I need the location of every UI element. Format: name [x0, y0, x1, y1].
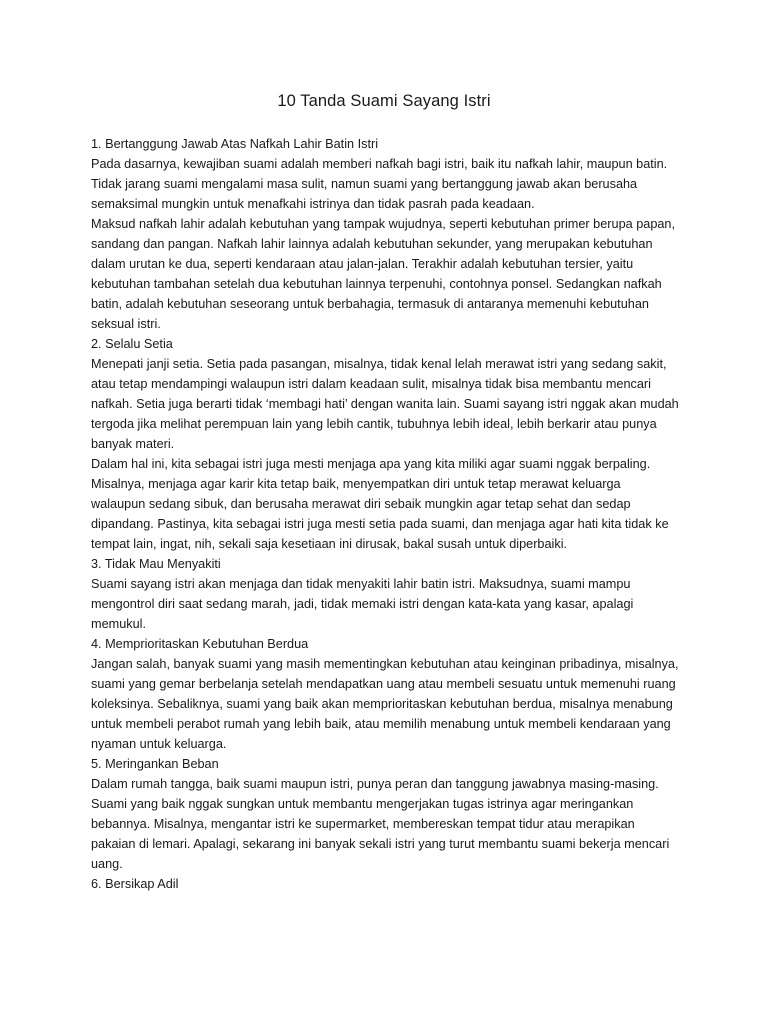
text-line: untuk membeli perabot rumah yang lebih baik, atau memilih menabung untuk membeli kendaraan yang [91, 717, 671, 731]
text-line: Maksud nafkah lahir adalah kebutuhan yang tampak wujudnya, seperti kebutuhan primer berupa papan, [91, 217, 676, 231]
text-line: Misalnya, menjaga agar karir kita tetap baik, menyempatkan diri untuk tetap merawat keluarga [91, 477, 621, 491]
text-line: Pada dasarnya, kewajiban suami adalah memberi nafkah bagi istri, baik itu nafkah lahir, maupun batin. [91, 157, 668, 171]
text-line: Menepati janji setia. Setia pada pasangan, misalnya, tidak kenal lelah merawat istri yang sedang sakit, [91, 357, 667, 371]
text-line: dalam urutan ke dua, seperti kendaraan atau jalan-jalan. Terakhir adalah kebutuhan tersier, yaitu [91, 257, 634, 271]
text-line: Dalam rumah tangga, baik suami maupun istri, punya peran dan tanggung jawabnya masing-masing. [91, 777, 659, 791]
text-line: semaksimal mungkin untuk menafkahi istrinya dan tidak pasrah pada keadaan. [91, 197, 535, 211]
text-line: Dalam hal ini, kita sebagai istri juga mesti menjaga apa yang kita miliki agar suami nggak berpaling. [91, 457, 651, 471]
text-line: pakaian di lemari. Apalagi, sekarang ini banyak sekali istri yang turut membantu suami bekerja mencari [91, 837, 670, 851]
text-line: 3. Tidak Mau Menyakiti [91, 557, 221, 571]
text-line: 6. Bersikap Adil [91, 877, 179, 891]
text-line: koleksinya. Sebaliknya, suami yang baik akan memprioritaskan kebutuhan berdua, misalnya menabung [91, 697, 673, 711]
text-line: 5. Meringankan Beban [91, 757, 219, 771]
text-line: Suami yang baik nggak sungkan untuk membantu mengerjakan tugas istrinya agar meringankan [91, 797, 634, 811]
text-line: memukul. [91, 617, 146, 631]
text-line: uang. [91, 857, 123, 871]
document-body [91, 134, 691, 894]
text-line: 4. Memprioritaskan Kebutuhan Berdua [91, 637, 309, 651]
text-line: bebannya. Misalnya, mengantar istri ke supermarket, membereskan tempat tidur atau merapikan [91, 817, 635, 831]
text-line: banyak materi. [91, 437, 175, 451]
text-line: sandang dan pangan. Nafkah lahir lainnya adalah kebutuhan sekunder, yang merupakan kebutuhan [91, 237, 653, 251]
text-line: Tidak jarang suami mengalami masa sulit, namun suami yang bertanggung jawab akan berusaha [91, 177, 638, 191]
text-line: 1. Bertanggung Jawab Atas Nafkah Lahir Batin Istri [91, 137, 379, 151]
text-line: Suami sayang istri akan menjaga dan tidak menyakiti lahir batin istri. Maksudnya, suami mampu [91, 577, 631, 591]
document-title: 10 Tanda Suami Sayang Istri [277, 92, 491, 110]
text-line: dipandang. Pastinya, kita sebagai istri juga mesti setia pada suami, dan menjaga agar hati kita tidak ke [91, 517, 669, 531]
text-line: batin, adalah kebutuhan seseorang untuk berbahagia, termasuk di antaranya memenuhi kebutuhan [91, 297, 649, 311]
text-line: kebutuhan tambahan setelah dua kebutuhan lainnya terpenuhi, contohnya ponsel. Sedangkan nafkah [91, 277, 662, 291]
text-line: mengontrol diri saat sedang marah, jadi, tidak memaki istri dengan kata-kata yang kasar, apalagi [91, 597, 634, 611]
text-line: tempat lain, ingat, nih, sekali saja kesetiaan ini dirusak, bakal susah untuk diperbaiki. [91, 537, 568, 551]
text-line: tergoda jika melihat perempuan lain yang lebih cantik, tubuhnya lebih ideal, lebih berkarir atau punya [91, 417, 657, 431]
text-line: seksual istri. [91, 317, 161, 331]
text-line: 2. Selalu Setia [91, 337, 173, 351]
text-line: nafkah. Setia juga berarti tidak ‘membagi hati’ dengan wanita lain. Suami sayang istri nggak akan mudah [91, 397, 679, 411]
text-line: atau tetap mendampingi walaupun istri dalam keadaan sulit, misalnya tidak bisa membantu mencari [91, 377, 651, 391]
text-line: nyaman untuk keluarga. [91, 737, 227, 751]
text-line: suami yang gemar berbelanja setelah mendapatkan uang atau membeli sesuatu untuk memenuhi ruang [91, 677, 676, 691]
text-line: walaupun sedang sibuk, dan berusaha merawat diri sebaik mungkin agar tetap sehat dan sedap [91, 497, 631, 511]
text-line: Jangan salah, banyak suami yang masih mementingkan kebutuhan atau keinginan pribadinya, misalnya, [91, 657, 679, 671]
